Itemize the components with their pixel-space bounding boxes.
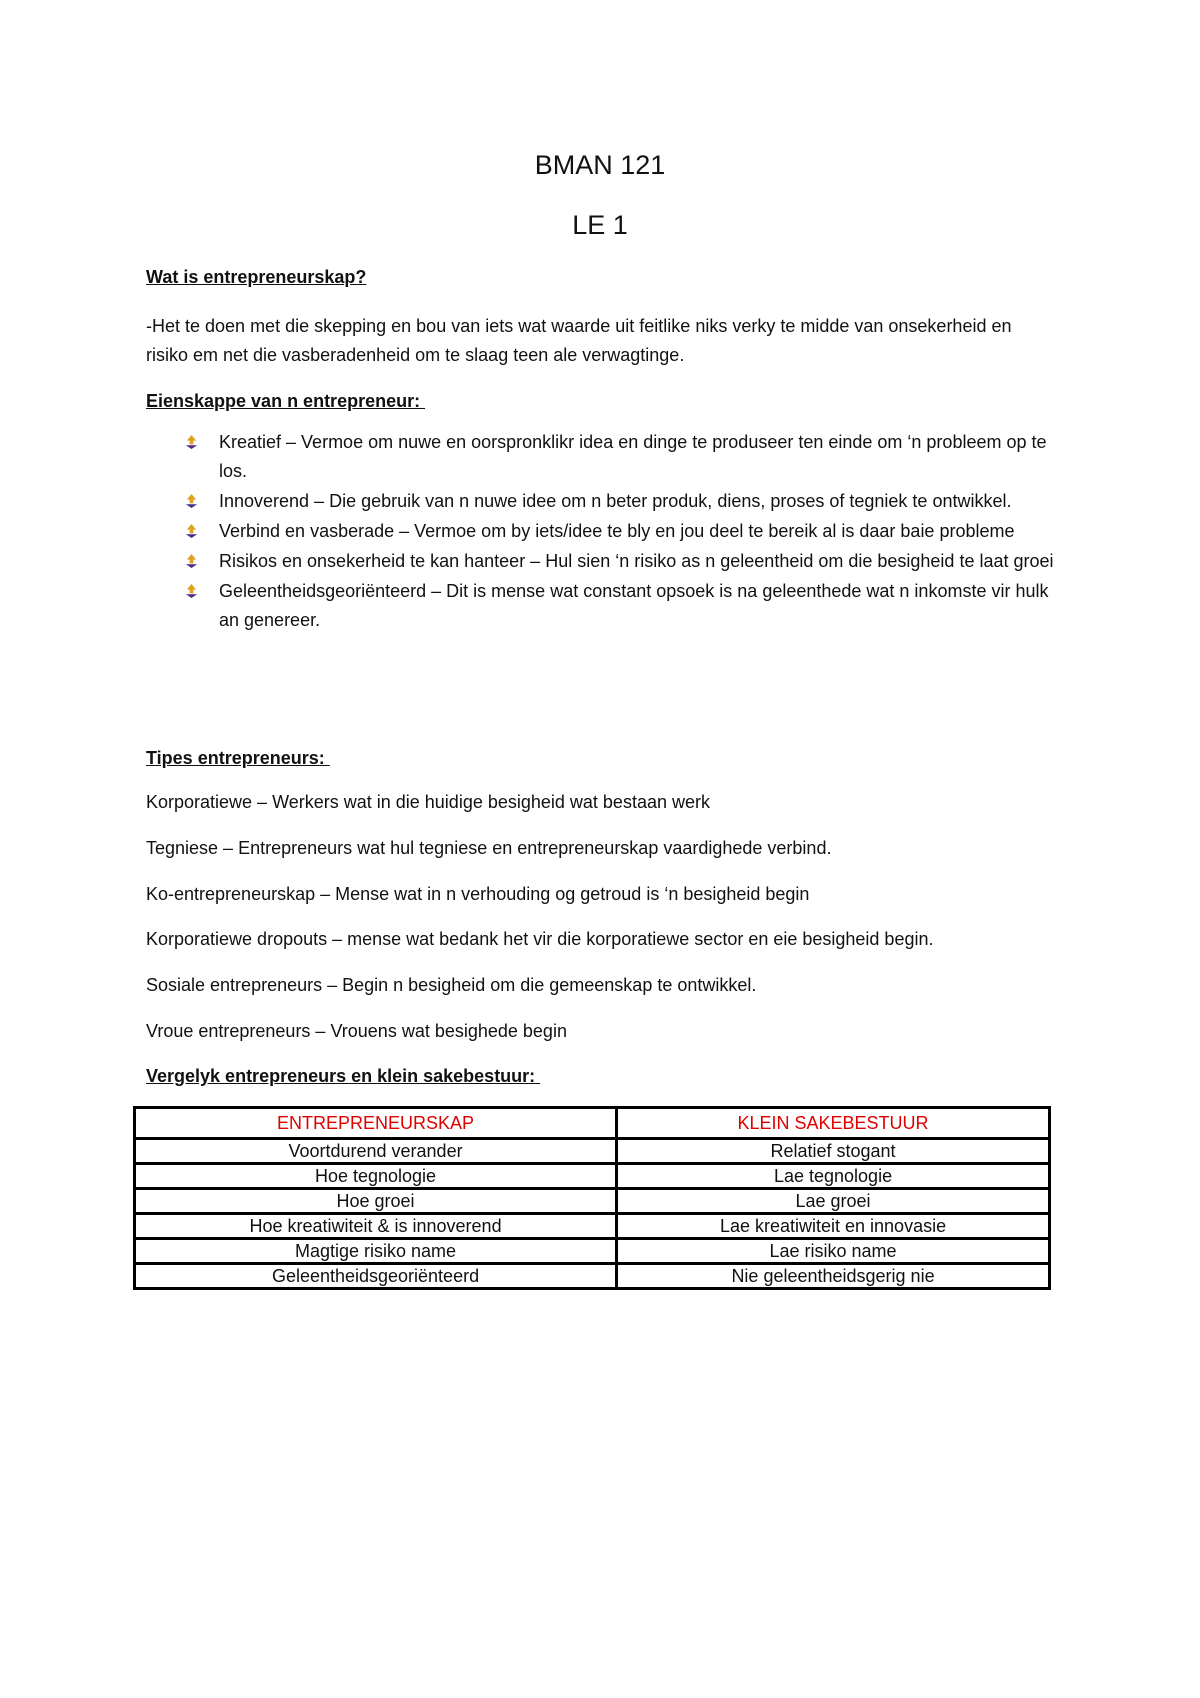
arrow-bullet-icon: [184, 434, 199, 449]
section-heading-eienskappe: Eienskappe van n entrepreneur:: [146, 391, 426, 411]
comparison-table: [133, 1106, 1051, 1290]
table-header-cell: KLEIN SAKEBESTUUR: [617, 1108, 1050, 1139]
table-cell: Lae groei: [617, 1189, 1050, 1214]
arrow-bullet-icon: [184, 553, 199, 568]
document-subtitle: LE 1: [572, 210, 628, 240]
table-cell: Nie geleentheidsgerig nie: [617, 1264, 1050, 1289]
list-item: [146, 577, 1066, 635]
table-cell: Lae kreatiwiteit en innovasie: [617, 1214, 1050, 1239]
table-cell: Lae tegnologie: [617, 1164, 1050, 1189]
arrow-bullet-icon: [184, 493, 199, 508]
type-line: Korporatiewe – Werkers wat in die huidige besigheid wat bestaan werk: [146, 792, 710, 812]
table-cell: Voortdurend verander: [135, 1139, 617, 1164]
type-line: Sosiale entrepreneurs – Begin n besigheid om die gemeenskap te ontwikkel.: [146, 975, 757, 995]
table-cell: Lae risiko name: [617, 1239, 1050, 1264]
section-heading-wat-is: Wat is entrepreneurskap?: [146, 267, 367, 287]
list-item: [146, 517, 1066, 546]
arrow-bullet-icon: [184, 583, 199, 598]
document-title: BMAN 121: [534, 150, 666, 180]
list-item-text: Kreatief – Vermoe om nuwe en oorspronklikr idea en dinge te produseer ten einde om ‘n probleem op te los.: [219, 432, 1047, 481]
table-header-cell: ENTREPRENEURSKAP: [135, 1108, 617, 1139]
table-cell: Hoe tegnologie: [135, 1164, 617, 1189]
type-line: Vroue entrepreneurs – Vrouens wat besighede begin: [146, 1021, 567, 1041]
type-line: Korporatiewe dropouts – mense wat bedank het vir die korporatiewe sector en eie besigheid begin.: [146, 929, 934, 949]
list-item-text: Innoverend – Die gebruik van n nuwe idee om n beter produk, diens, proses of tegniek te ontwikkel.: [219, 491, 1012, 511]
table-cell: Hoe kreatiwiteit & is innoverend: [135, 1214, 617, 1239]
definition-paragraph: -Het te doen met die skepping en bou van iets wat waarde uit feitlike niks verky te midde van onsekerheid en risiko em net die vasberadenheid om te slaag teen ale verwagtinge.: [146, 316, 1012, 365]
list-item-text: Risikos en onsekerheid te kan hanteer – Hul sien ‘n risiko as n geleentheid om die besigheid te laat groei: [219, 551, 1054, 571]
list-item: [146, 547, 1066, 576]
section-heading-tipes: Tipes entrepreneurs:: [146, 748, 330, 768]
table-row: [135, 1189, 1050, 1214]
table-row: [135, 1164, 1050, 1189]
type-line: Tegniese – Entrepreneurs wat hul tegniese en entrepreneurskap vaardighede verbind.: [146, 838, 832, 858]
section-heading-vergelyk: Vergelyk entrepreneurs en klein sakebestuur:: [146, 1066, 541, 1086]
table-cell: Hoe groei: [135, 1189, 617, 1214]
characteristics-list: [146, 428, 1066, 636]
table-cell: Geleentheidsgeoriënteerd: [135, 1264, 617, 1289]
table-row: [135, 1214, 1050, 1239]
table-row: [135, 1264, 1050, 1289]
type-line: Ko-entrepreneurskap – Mense wat in n verhouding og getroud is ‘n besigheid begin: [146, 884, 810, 904]
list-item-text: Verbind en vasberade – Vermoe om by iets/idee te bly en jou deel te bereik al is daar baie probleme: [219, 521, 1015, 541]
list-item-text: Geleentheidsgeoriënteerd – Dit is mense wat constant opsoek is na geleenthede wat n inkomste vir hulk an genereer.: [219, 581, 1049, 630]
table-row: [135, 1239, 1050, 1264]
table-cell: Magtige risiko name: [135, 1239, 617, 1264]
table-row: [135, 1139, 1050, 1164]
table-cell: Relatief stogant: [617, 1139, 1050, 1164]
table-header-row: [135, 1108, 1050, 1139]
list-item: [146, 487, 1066, 516]
arrow-bullet-icon: [184, 523, 199, 538]
list-item: [146, 428, 1066, 486]
